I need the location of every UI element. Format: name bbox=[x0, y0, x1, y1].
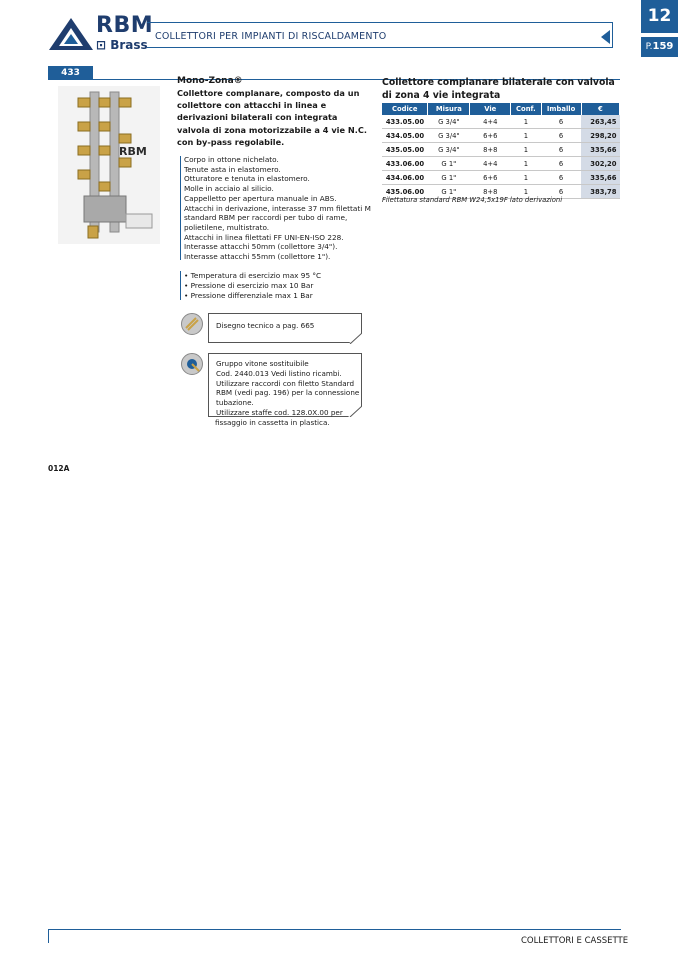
arrow-left-icon bbox=[601, 30, 610, 44]
cell-size: G 3/4" bbox=[428, 129, 470, 143]
cell-pack: 6 bbox=[541, 115, 581, 129]
cell-code: 435.05.00 bbox=[382, 143, 428, 157]
table-title: Collettore complanare bilaterale con valvola di zona 4 vie integrata bbox=[382, 77, 615, 101]
logo-subtitle: ⊡ Brass bbox=[96, 38, 148, 52]
cell-code: 435.06.00 bbox=[382, 185, 428, 199]
page-code: 012A bbox=[48, 464, 70, 473]
cell-ways: 4+4 bbox=[470, 157, 511, 171]
cell-pack: 6 bbox=[541, 129, 581, 143]
spec-item: Attacchi in linea filettati FF UNI-EN-ISO 228. bbox=[184, 232, 344, 242]
cell-size: G 1" bbox=[428, 157, 470, 171]
table-header-row bbox=[382, 103, 620, 115]
cell-size: G 3/4" bbox=[428, 115, 470, 129]
col-header-size: Misura bbox=[428, 103, 470, 115]
cell-size: G 1" bbox=[428, 171, 470, 185]
cell-price: 335,66 bbox=[581, 143, 619, 157]
cell-code: 434.06.00 bbox=[382, 171, 428, 185]
cell-price: 302,20 bbox=[581, 157, 619, 171]
condition-text: Temperatura di esercizio max 95 °C bbox=[190, 271, 322, 280]
table-row bbox=[382, 143, 620, 157]
condition-text: Pressione differenziale max 1 Bar bbox=[190, 290, 313, 300]
col-header-code: Codice bbox=[382, 103, 428, 115]
page-prefix: P. bbox=[645, 42, 653, 52]
cell-pack: 6 bbox=[541, 157, 581, 171]
conditions-accent-bar bbox=[180, 271, 181, 300]
product-code-badge: 433 bbox=[48, 66, 93, 80]
logo-brass-text: Brass bbox=[110, 38, 148, 52]
spare-parts-icon bbox=[181, 353, 203, 375]
cell-ways: 4+4 bbox=[470, 115, 511, 129]
product-title: Mono-Zona® bbox=[177, 76, 243, 86]
spec-item: Corpo in ottone nichelato. bbox=[184, 155, 279, 164]
table-footnote: Filettatura standard RBM W24,5x19F lato derivazioni bbox=[382, 196, 563, 204]
cell-pack: 6 bbox=[541, 171, 581, 185]
cell-ways: 8+8 bbox=[470, 143, 511, 157]
cell-code: 433.05.00 bbox=[382, 115, 428, 129]
col-header-price: € bbox=[581, 103, 619, 115]
col-header-conf: Conf. bbox=[511, 103, 541, 115]
cell-price: 298,20 bbox=[581, 129, 619, 143]
cell-price: 263,45 bbox=[581, 115, 619, 129]
image-brand-label: RBM bbox=[119, 145, 147, 158]
cell-code: 433.06.00 bbox=[382, 157, 428, 171]
spec-item: Otturatore e tenuta in elastomero. bbox=[184, 174, 310, 184]
cell-price: 335,66 bbox=[581, 171, 619, 185]
cell-conf: 1 bbox=[511, 115, 541, 129]
cell-ways: 6+6 bbox=[470, 129, 511, 143]
spec-item: polietilene, multistrato. bbox=[184, 222, 270, 232]
cell-conf: 1 bbox=[511, 143, 541, 157]
page-number: 159 bbox=[652, 41, 674, 52]
cell-conf: 1 bbox=[511, 185, 541, 199]
product-description: Collettore complanare, composto da un collettore con attacchi in linea e derivazioni bilaterali con integrata valvola di zona motorizzabile a 4 vie N.C. con by-pass regolabile. bbox=[177, 88, 367, 147]
note-line-last: fissaggio in cassetta in plastica. bbox=[215, 418, 330, 427]
footer-divider bbox=[48, 929, 621, 930]
cell-size: G 3/4" bbox=[428, 143, 470, 157]
caliper-icon bbox=[182, 314, 202, 334]
technical-drawing-icon bbox=[181, 313, 203, 335]
technical-drawing-note bbox=[208, 313, 362, 343]
table-row bbox=[382, 157, 620, 171]
cell-code: 434.05.00 bbox=[382, 129, 428, 143]
section-title: COLLETTORI PER IMPIANTI DI RISCALDAMENTO bbox=[155, 31, 387, 42]
cell-conf: 1 bbox=[511, 129, 541, 143]
cell-conf: 1 bbox=[511, 171, 541, 185]
table-row bbox=[382, 115, 620, 129]
condition-item: • Pressione di esercizio max 10 Bar bbox=[184, 280, 314, 290]
condition-item: • Pressione differenziale max 1 Bar bbox=[184, 290, 313, 300]
spec-list bbox=[184, 155, 371, 262]
spare-parts-note bbox=[208, 353, 362, 417]
spec-item: Molle in acciaio al silicio. bbox=[184, 184, 274, 194]
spec-item: Cappelletto per apertura manuale in ABS. bbox=[184, 193, 337, 203]
logo-wordmark: RBM bbox=[96, 13, 154, 38]
cell-pack: 6 bbox=[541, 143, 581, 157]
spec-item: standard RBM per raccordi per tubo di rame, bbox=[184, 213, 348, 223]
spec-accent-bar bbox=[180, 156, 181, 260]
spec-item: Tenute asta in elastomero. bbox=[184, 164, 281, 174]
condition-text: Pressione di esercizio max 10 Bar bbox=[190, 280, 314, 290]
operating-conditions-list bbox=[184, 271, 321, 301]
note-corner-fold bbox=[348, 406, 362, 417]
price-table bbox=[382, 103, 620, 199]
note-line: Disegno tecnico a pag. 665 bbox=[216, 321, 315, 330]
cell-size: G 1" bbox=[428, 185, 470, 199]
spec-item: Interasse attacchi 50mm (collettore 3/4"). bbox=[184, 242, 338, 252]
footer-section-label: COLLETTORI E CASSETTE bbox=[521, 936, 629, 946]
wrench-icon bbox=[182, 354, 202, 374]
condition-item: • Temperatura di esercizio max 95 °C bbox=[184, 271, 322, 280]
cell-price: 383,78 bbox=[581, 185, 619, 199]
note-line: Cod. 2440.013 Vedi listino ricambi. bbox=[216, 368, 342, 378]
rbm-logo-icon bbox=[48, 17, 94, 51]
cell-ways: 8+8 bbox=[470, 185, 511, 199]
cell-conf: 1 bbox=[511, 157, 541, 171]
page-number-badge bbox=[641, 37, 678, 57]
note-line: tubazione. bbox=[216, 398, 254, 408]
spec-item: Attacchi in derivazione, interasse 37 mm filettati M bbox=[184, 203, 371, 213]
table-row bbox=[382, 171, 620, 185]
note-line: Gruppo vitone sostituibile bbox=[216, 359, 309, 368]
col-header-pack: Imballo bbox=[541, 103, 581, 115]
note-line: Utilizzare staffe cod. 128.0X.00 per bbox=[216, 407, 343, 417]
spec-item: Interasse attacchi 55mm (collettore 1"). bbox=[184, 252, 331, 262]
note-lines bbox=[216, 359, 359, 418]
footer-tick bbox=[48, 929, 49, 943]
cell-ways: 6+6 bbox=[470, 171, 511, 185]
cell-pack: 6 bbox=[541, 185, 581, 199]
col-header-ways: Vie bbox=[470, 103, 511, 115]
note-line: Utilizzare raccordi con filetto Standard bbox=[216, 378, 355, 388]
manifold-product-image bbox=[58, 86, 160, 244]
note-corner-fold bbox=[348, 333, 362, 344]
note-line: RBM (vedi pag. 196) per la connessione bbox=[216, 388, 360, 398]
chapter-number: 12 bbox=[641, 0, 678, 33]
table-row bbox=[382, 129, 620, 143]
